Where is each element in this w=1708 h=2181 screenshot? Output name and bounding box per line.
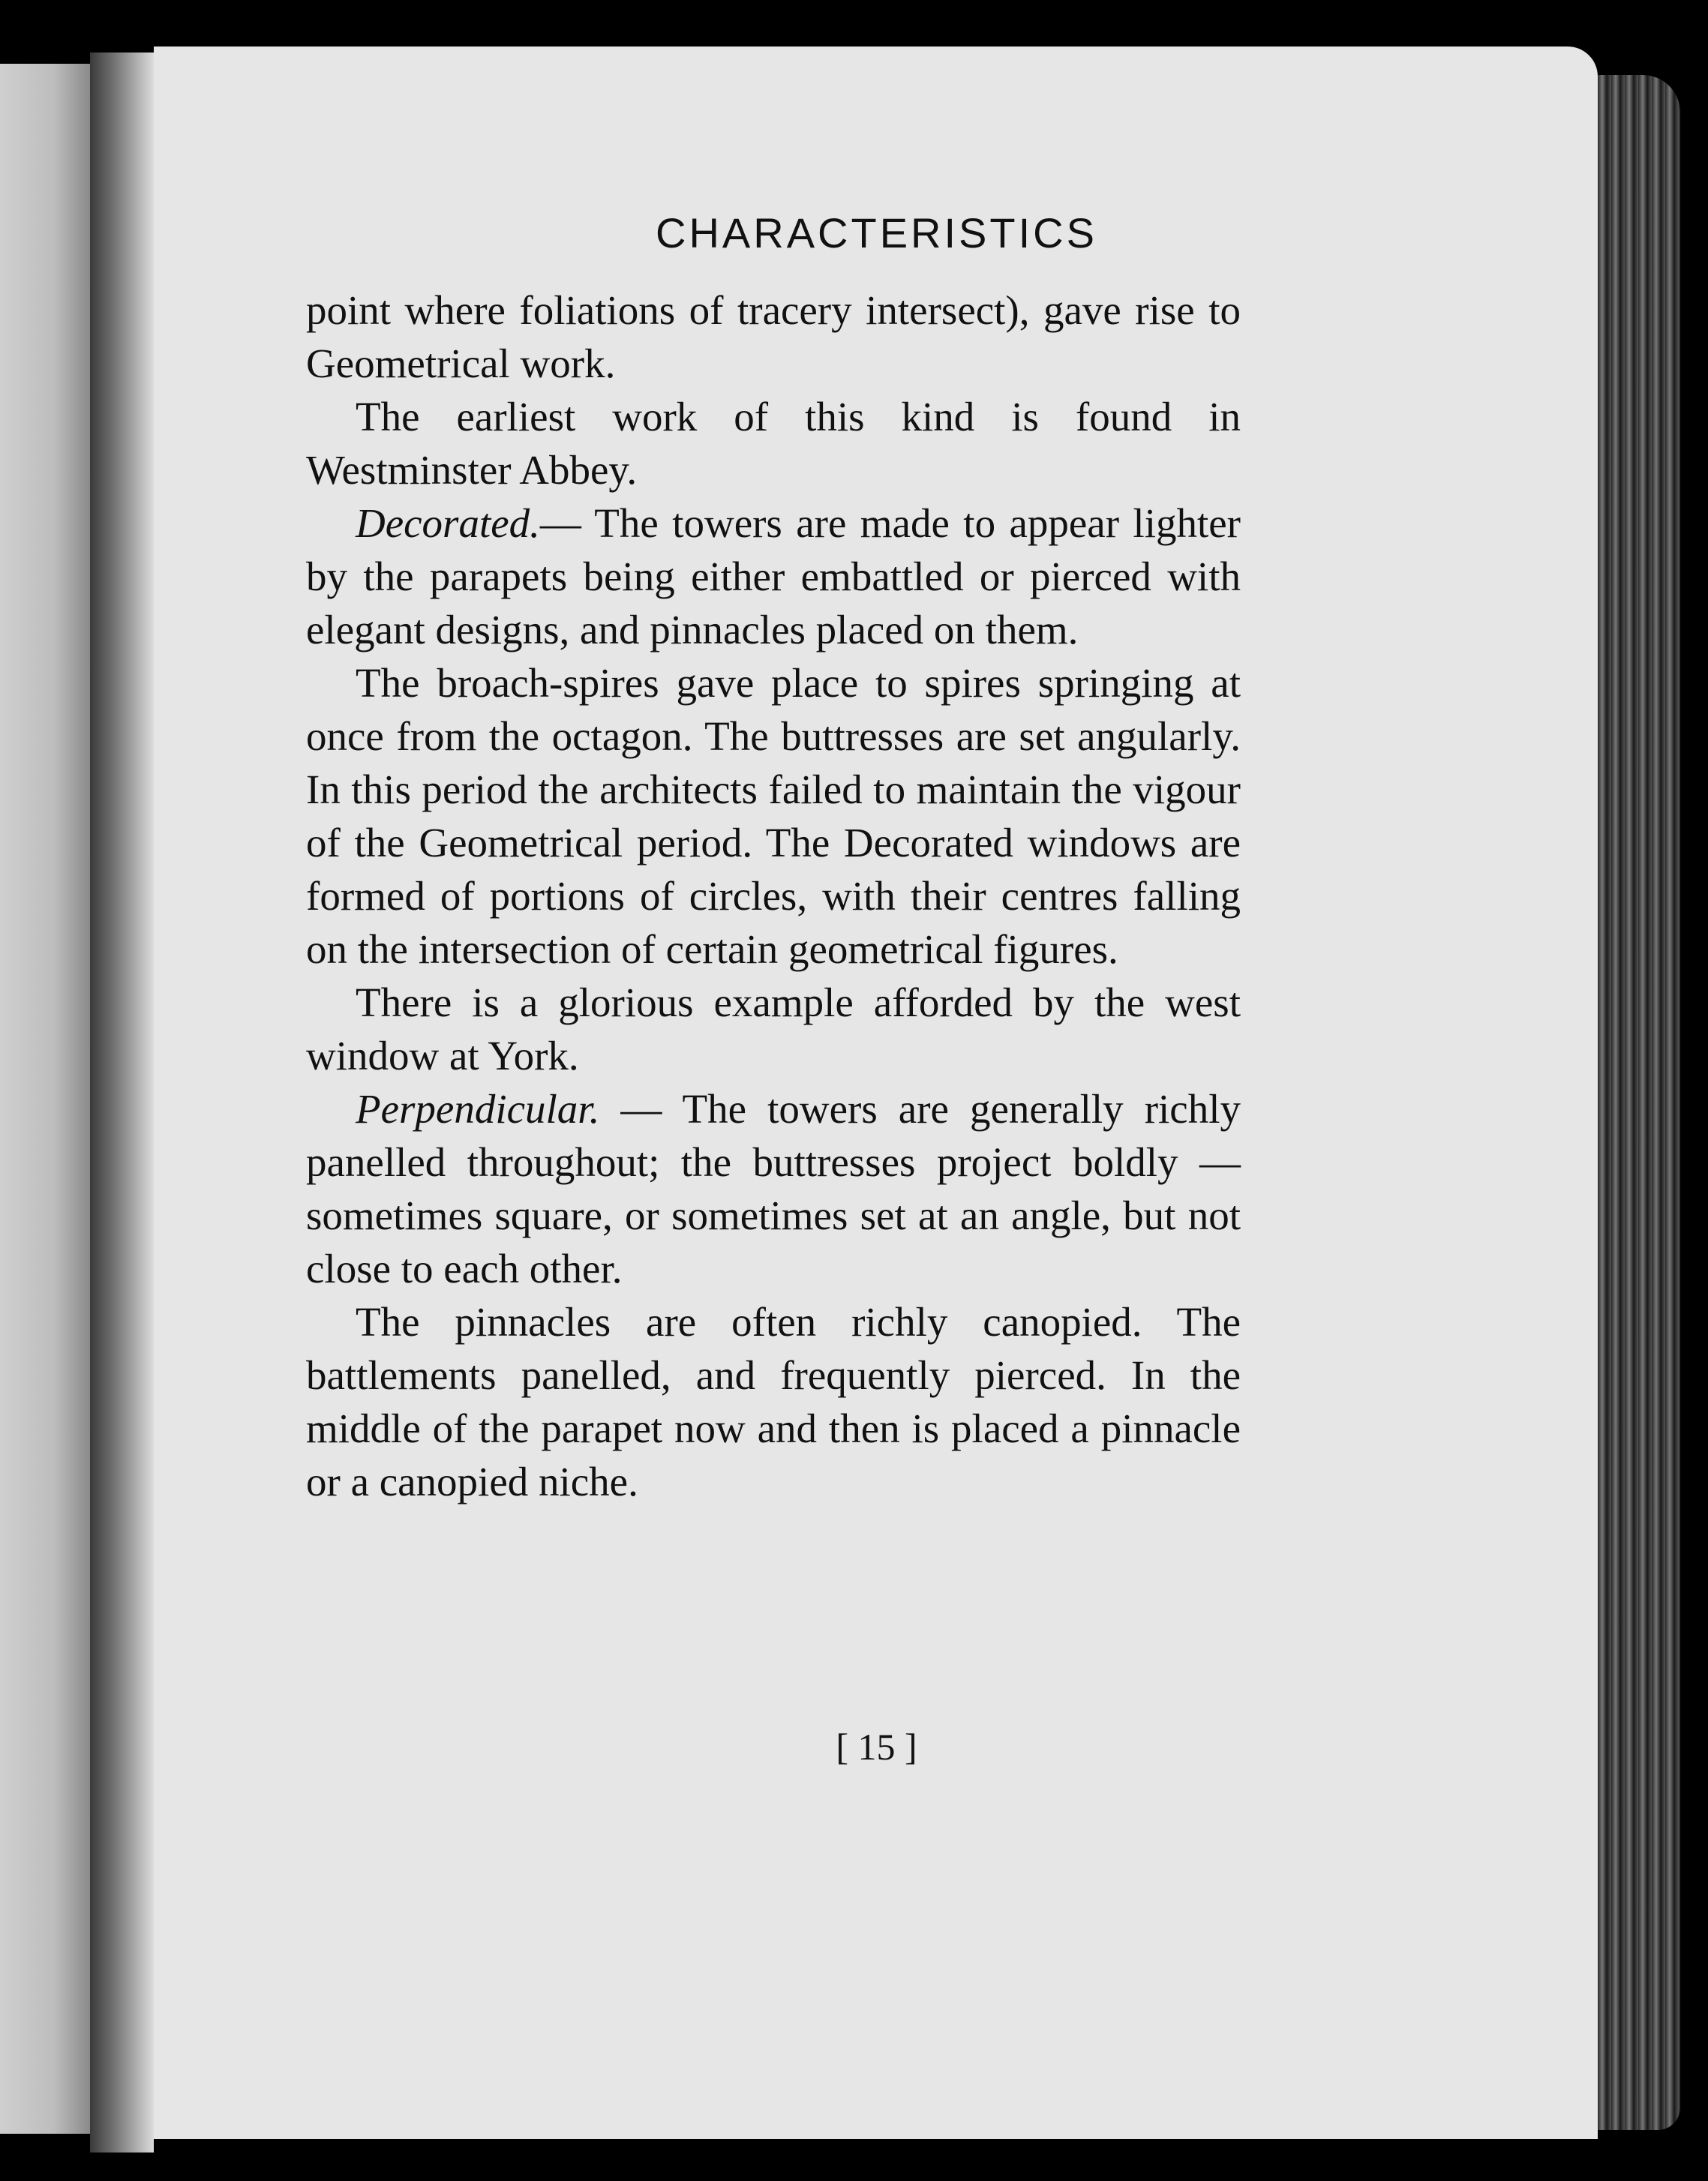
- paragraph-5: [306, 976, 1241, 1082]
- book-gutter: [90, 52, 154, 2152]
- body-text: [306, 284, 1241, 1508]
- paragraph-7: [306, 1295, 1241, 1508]
- running-title: CHARACTERISTICS: [656, 209, 1097, 256]
- paragraph-2: [306, 390, 1241, 496]
- paragraph-3: [306, 496, 1241, 656]
- paragraph-6: [306, 1082, 1241, 1295]
- page-number: [ 15 ]: [836, 1726, 917, 1768]
- paragraph-6-lead: Perpendicular.: [356, 1086, 600, 1132]
- paragraph-3-lead: Decorated.: [356, 500, 540, 546]
- paragraph-4-text: The broach-spires gave place to spires springing at once from the octagon. The buttresses are set angularly. In this period the architects failed to maintain the vigour of the Geometrical period. The Decorated windows are formed of portions of circles, with their centres falling on the intersection of certain geometrical figures.: [306, 660, 1241, 972]
- paragraph-6-text: — The towers are generally richly panelled throughout; the buttresses project boldly — sometimes square, or sometimes set at an angle, but not close to each other.: [306, 1086, 1241, 1292]
- paragraph-1-text: point where foliations of tracery intersect), gave rise to Geometrical work.: [306, 287, 1241, 386]
- paragraph-3-text: — The towers are made to appear lighter by the parapets being either embattled or pierced with elegant designs, and pinnacles placed on them.: [306, 500, 1241, 652]
- page-edges: [1598, 75, 1680, 2130]
- paragraph-2-text: The earliest work of this kind is found in Westminster Abbey.: [306, 394, 1241, 493]
- paragraph-5-text: There is a glorious example afforded by the west window at York.: [306, 980, 1241, 1078]
- paragraph-4: [306, 656, 1241, 976]
- left-facing-page: [0, 64, 90, 2134]
- paragraph-7-text: The pinnacles are often richly canopied. The battlements panelled, and frequently pierced. In the middle of the parapet now and then is placed a pinnacle or a canopied niche.: [306, 1299, 1241, 1504]
- paragraph-1: [306, 284, 1241, 390]
